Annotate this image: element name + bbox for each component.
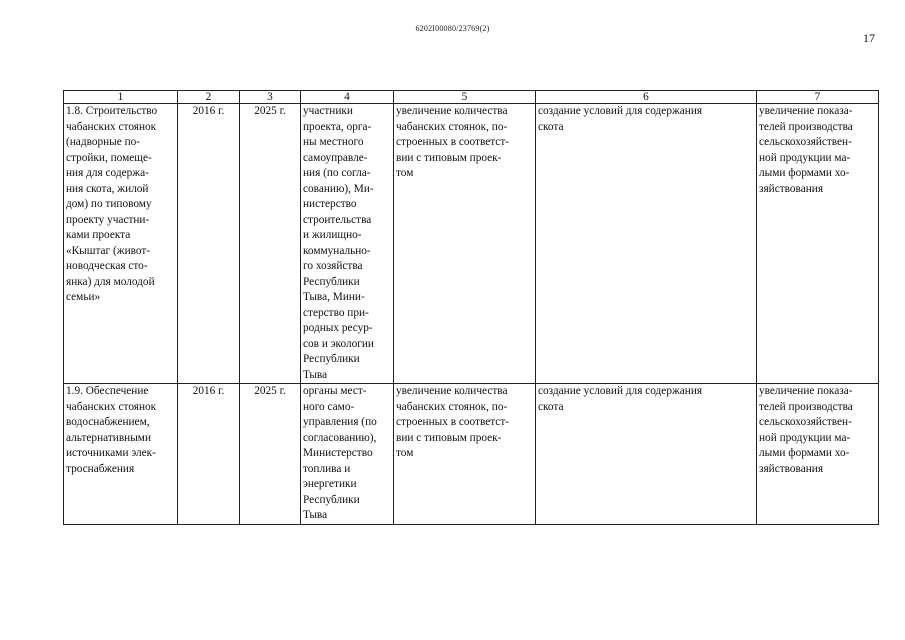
cell-text-line: зяйствования [759,462,824,475]
cell-text-line: вии с типовым проек- [396,151,502,164]
cell-text-line: чабанских стоянок [66,400,157,413]
cell-text-line: проекту участни- [66,213,150,226]
cell-text-line: согласованию), [303,431,377,444]
cell-text-line: сельскохозяйствен- [759,416,852,428]
cell-text-line: стройки, помеще- [66,151,152,164]
cell-text-line: 1.9. Обеспечение [66,385,149,397]
cell-text-line: управления (по [303,416,377,428]
column-header-7: 7 [757,91,879,104]
cell-text-line: участники [303,105,353,117]
cell-text-line: Республики [303,275,360,288]
cell-text-line: увеличение количества [396,385,508,397]
cell-text-line: телей производства [759,400,853,413]
cell-text-line: ками проекта [66,229,131,241]
cell-text-line: дом) по типовому [66,198,152,210]
cell-text-line: ной продукции ма- [759,151,851,164]
cell-text-line: стерство при- [303,306,369,319]
cell-text-line: (надворные по- [66,136,141,148]
cell-text-line: органы мест- [303,385,367,397]
column-header-6: 6 [536,91,757,104]
cell-text-line: сованию), Ми- [303,182,374,195]
cell-text-line: Республики [303,493,360,506]
cell-text-line: Республики [303,353,360,365]
cell-text-line: топлива и [303,462,351,475]
column-header-2: 2 [178,91,240,104]
cell-text-line: создание условий для содержания [538,385,703,397]
executors-cell [301,104,394,384]
purpose-cell [536,104,757,384]
cell-text-line: телей производства [759,120,853,133]
cell-text-line: ного само- [303,400,355,413]
cell-text-line: вии с типовым проек- [396,431,502,444]
column-header-3: 3 [240,91,301,104]
cell-text-line: родных ресур- [303,322,373,334]
cell-text-line: том [396,447,414,459]
cell-text-line: Тыва [303,368,328,381]
cell-text-line: создание условий для содержания [538,105,703,117]
expected-result-cell [394,104,536,384]
cell-text-line: чабанских стоянок, по- [396,120,508,133]
header-row [64,91,879,104]
cell-text-line: 1.8. Строительство [66,105,158,117]
cell-text-line: сельскохозяйствен- [759,136,852,148]
column-header-4: 4 [301,91,394,104]
expected-result-cell [394,384,536,525]
cell-text-line: ния для содержа- [66,167,149,179]
start-year-cell: 2016 г. [178,384,240,525]
cell-text-line: энергетики [303,478,357,490]
cell-text-line: ния (по согла- [303,167,371,179]
cell-text-line: ния скота, жилой [66,182,149,195]
cell-text-line: сов и экологии [303,337,374,350]
cell-text-line: строенных в соответст- [396,136,510,148]
cell-text-line: Тыва, Мини- [303,291,365,303]
column-header-1: 1 [64,91,178,104]
table-row [64,384,879,525]
cell-text-line: скота [538,400,564,413]
cell-text-line: источниками элек- [66,447,156,459]
cell-text-line: зяйствования [759,182,824,195]
measure-name-cell [64,384,178,525]
cell-text-line: лыми формами хо- [759,447,850,459]
cell-text-line: ной продукции ма- [759,431,851,444]
table-row [64,104,879,384]
page-number: 17 [863,31,875,45]
cell-text-line: самоуправле- [303,151,368,164]
cell-text-line: увеличение показа- [759,105,853,117]
cell-text-line: чабанских стоянок, по- [396,400,508,413]
cell-text-line: троснабжения [66,462,135,475]
cell-text-line: строительства [303,213,372,226]
cell-text-line: новодческая сто- [66,260,148,272]
cell-text-line: увеличение показа- [759,385,853,397]
end-year-cell: 2025 г. [240,384,301,525]
column-header-5: 5 [394,91,536,104]
cell-text-line: Министерство [303,447,373,459]
cell-text-line: «Кыштаг (живот- [66,244,151,257]
cell-text-line: лыми формами хо- [759,167,850,179]
cell-text-line: водоснабжением, [66,416,150,428]
cell-text-line: янка) для молодой [66,275,155,288]
cell-text-line: коммунально- [303,244,371,257]
start-year-cell: 2016 г. [178,104,240,384]
cell-text-line: строенных в соответст- [396,416,510,428]
purpose-cell [536,384,757,525]
indicator-cell [757,104,879,384]
executors-cell [301,384,394,525]
cell-text-line: семьи» [66,291,101,303]
end-year-cell: 2025 г. [240,104,301,384]
cell-text-line: скота [538,120,564,133]
measure-name-cell [64,104,178,384]
cell-text-line: проекта, орга- [303,120,372,133]
indicator-cell [757,384,879,525]
cell-text-line: го хозяйства [303,260,363,272]
cell-text-line: нистерство [303,198,357,210]
document-code: 6202I00080/23769(2) [415,24,490,33]
program-table [63,90,879,525]
cell-text-line: том [396,167,414,179]
cell-text-line: и жилищно- [303,229,362,241]
cell-text-line: чабанских стоянок [66,120,157,133]
cell-text-line: Тыва [303,509,328,521]
cell-text-line: увеличение количества [396,105,508,117]
cell-text-line: альтернативными [66,431,151,444]
cell-text-line: ны местного [303,136,364,148]
